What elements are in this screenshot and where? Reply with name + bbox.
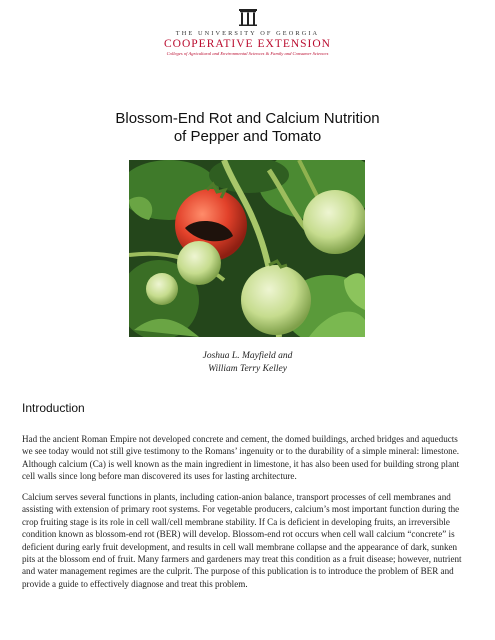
university-name: THE UNIVERSITY OF GEORGIA: [175, 30, 320, 37]
section-heading: Introduction: [22, 401, 85, 415]
uga-extension-logo: [0, 6, 495, 57]
title-line-2: of Pepper and Tomato: [173, 128, 322, 145]
arch-icon: [237, 6, 259, 28]
tomato-plant-image: [129, 160, 365, 337]
extension-name: COOPERATIVE EXTENSION: [164, 38, 331, 50]
author-list: [0, 350, 495, 376]
author-1: Joshua L. Mayfield and: [202, 351, 293, 361]
body-paragraph-2: Calcium serves several functions in plants, including cation-anion balance, transport processes of cell membranes and assisting with extension of primary root systems. For vegetable producers, calcium’s most important function during the crop fruiting stage is its role in cell wall/cell membrane stability. If Ca is deficient in developing fruits, an irreversible condition known as blossom-end rot (BER) will develop. Blossom-end rot occurs when cell wall calcium “concrete” is deficient during early fruit development, and results in cell wall membrane collapse and the appearance of dark, sunken pits at the blossom end of fruit. Many farmers and gardeners may treat this condition as a fruit disease; however, nutrient and water management regimes are the culprit. The purpose of this publication is to introduce the problem of BER and provide a guide to effectively diagnose and treat this problem.: [22, 492, 462, 589]
author-2: William Terry Kelley: [208, 364, 287, 374]
colleges-line: Colleges of Agricultural and Environmental Sciences & Family and Consumer Sciences: [166, 51, 329, 56]
page-title: [60, 110, 435, 146]
body-paragraph-1: Had the ancient Roman Empire not developed concrete and cement, the domed buildings, arched bridges and aqueducts we see today would not still give testimony to the Romans’ ingenuity or to the durability of a simple mineral: limestone. Although calcium (Ca) is well known as the main ingredient in limestone, it has also been used for building strong plant cell walls since long before man discovered its uses for lasting architecture.: [22, 434, 460, 482]
title-line-1: Blossom-End Rot and Calcium Nutrition: [115, 110, 380, 127]
tomato-photo: [129, 160, 365, 337]
